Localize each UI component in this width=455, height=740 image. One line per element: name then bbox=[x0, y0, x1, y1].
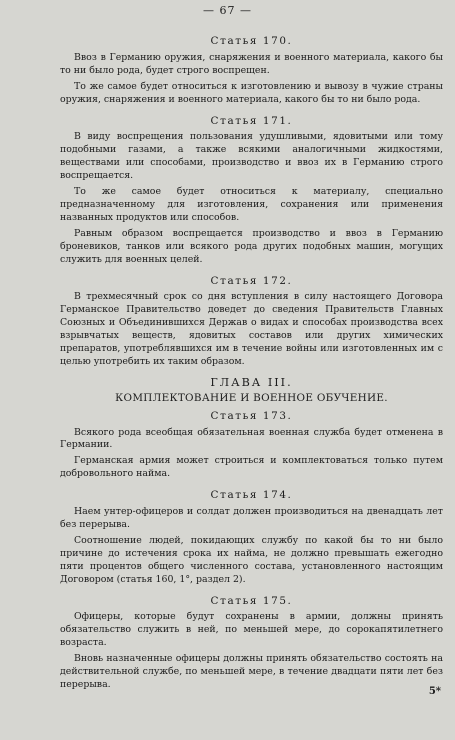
article bbox=[60, 35, 443, 107]
article-paragraph: То же самое будет относиться к изготовлению и вывозу в чужие страны оружия, снаряжения и военного материала, какого бы то ни было рода. bbox=[60, 80, 443, 105]
article-title: Статья 175. bbox=[210, 594, 293, 607]
chapter-subtitle: КОМПЛЕКТОВАНИЕ И ВОЕННОЕ ОБУЧЕНИЕ. bbox=[115, 391, 388, 404]
article bbox=[60, 595, 443, 692]
article-paragraph: Всякого рода всеобщая обязательная военная служба будет отменена в Германии. bbox=[60, 426, 443, 451]
article-paragraph: То же самое будет относиться к материалу, специально предназначенному для изготовления, сохранения или применения названных продуктов или способов. bbox=[60, 186, 443, 223]
article bbox=[60, 115, 443, 267]
page-content bbox=[60, 35, 443, 700]
article-title: Статья 171. bbox=[210, 114, 293, 127]
article-paragraph: В трехмесячный срок со дня вступления в силу настоящего Договора Германское Правительство доведет до сведения Правительств Главных Союзных и Объединившихся Держав о видах и способах производства всех взрывчатых веществ, ядовитых составов или других химических препаратов, употреблявшихся им в течение войны или изготовленных им с целью употребить их таким образом. bbox=[60, 291, 443, 367]
article-title: Статья 172. bbox=[210, 274, 293, 287]
chapter-title: ГЛАВА III. bbox=[210, 375, 293, 389]
articles-top bbox=[60, 35, 443, 369]
article bbox=[60, 410, 443, 482]
article-paragraph: Соотношение людей, покидающих службу по какой бы то ни было причине до истечения срока их найма, не должно превышать ежегодно пяти процентов общего численного состава, установленного настоящим Договором (статья 160, 1°, раздел 2). bbox=[60, 534, 443, 585]
article bbox=[60, 275, 443, 369]
signature-mark: 5* bbox=[428, 686, 441, 697]
article-paragraph: Вновь назначенные офицеры должны принять обязательство состоять на действительной службе, по меньшей мере, в течение двадцати пяти лет без перерыва. bbox=[60, 653, 443, 690]
article-paragraph: Равным образом воспрещается производство и ввоз в Германию броневиков, танков или всякого рода других подобных машин, могущих служить для военных целей. bbox=[60, 227, 443, 265]
article-paragraph: Германская армия может строиться и комплектоваться только путем добровольного найма. bbox=[60, 455, 443, 480]
articles-bottom bbox=[60, 410, 443, 692]
article-paragraph: В виду воспрещения пользования удушливыми, ядовитыми или тому подобными газами, а также всякими аналогичными жидкостями, веществами или способами, производство и ввоз их в Германию строго воспрещается. bbox=[60, 131, 443, 182]
article-title: Статья 173. bbox=[210, 409, 293, 422]
article-title: Статья 170. bbox=[210, 35, 293, 47]
article-paragraph: Ввоз в Германию оружия, снаряжения и военного материала, какого бы то ни было рода, будет строго воспрещен. bbox=[60, 51, 443, 76]
article bbox=[60, 489, 443, 586]
article-paragraph: Наем унтер-офицеров и солдат должен производиться на двенадцать лет без перерыва. bbox=[60, 506, 443, 530]
page-number: — 67 — bbox=[203, 4, 252, 17]
article-paragraph: Офицеры, которые будут сохранены в армии, должны принять обязательство служить в ней, по меньшей мере, до сорокапятилетнего возраста. bbox=[60, 611, 443, 649]
article-title: Статья 174. bbox=[210, 489, 293, 502]
